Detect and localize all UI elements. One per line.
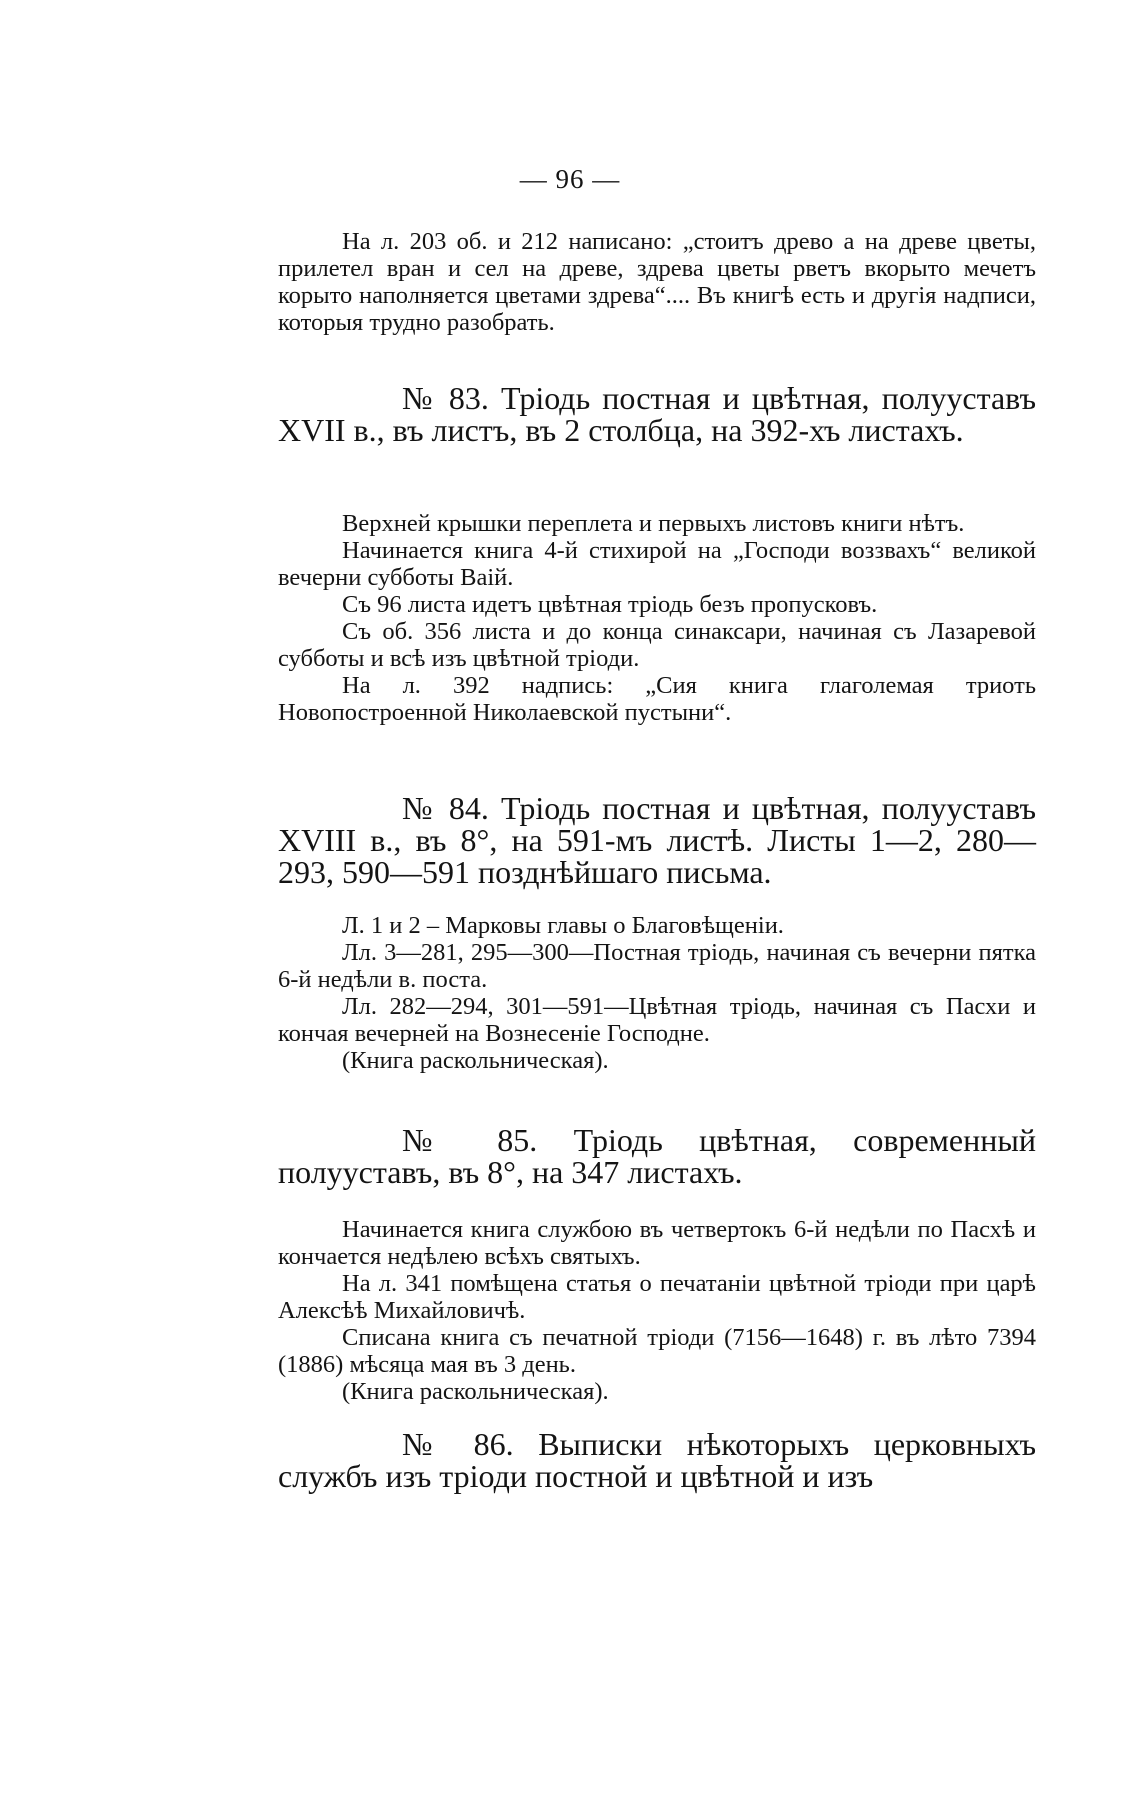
page-number: — 96 — <box>519 164 621 194</box>
entry-83-heading: № 83. Тріодь постная и цвѣтная, полууставъ XVII в., въ листъ, въ 2 столбца, на 392-хъ листахъ. <box>278 380 1036 448</box>
entry-85-paragraph-2: На л. 341 помѣщена статья о печатаніи цвѣтной тріоди при царѣ Алексѣѣ Михайловичѣ. <box>278 1270 1036 1324</box>
entry-83-body <box>278 510 1036 726</box>
entry-83-paragraph-2: Начинается книга 4-й стихирой на „Господи воззвахъ“ великой вечерни субботы Ваій. <box>278 537 1036 591</box>
entry-84 <box>278 792 1036 888</box>
intro-paragraph: На л. 203 об. и 212 написано: „стоитъ древо а на древе цветы, прилетел вран и сел на древе, здрева цветы рветъ вкорыто мечетъ корыто наполняется цветами здрева“.... Въ книгѣ есть и другія надписи, которыя трудно разобрать. <box>278 228 1036 336</box>
entry-83-paragraph-4: Съ об. 356 листа и до конца синаксари, начиная съ Лазаревой субботы и всѣ изъ цвѣтной тріоди. <box>278 618 1036 672</box>
entry-85-body <box>278 1216 1036 1405</box>
entry-85-paragraph-1: Начинается книга службою въ четвертокъ 6-й недѣли по Пасхѣ и кончается недѣлею всѣхъ святыхъ. <box>278 1216 1036 1270</box>
entry-85-heading: № 85. Тріодь цвѣтная, современный полууставъ, въ 8°, на 347 листахъ. <box>278 1122 1036 1190</box>
entry-84-paragraph-4: (Книга раскольническая). <box>342 1047 609 1074</box>
entry-83-paragraph-3: Съ 96 листа идетъ цвѣтная тріодь безъ пропусковъ. <box>342 591 878 618</box>
entry-84-paragraph-3: Лл. 282—294, 301—591—Цвѣтная тріодь, начиная съ Пасхи и кончая вечерней на Вознесеніе Господне. <box>278 993 1036 1047</box>
entry-85 <box>278 1124 1036 1188</box>
intro-section <box>278 228 1036 336</box>
entry-85-paragraph-3: Списана книга съ печатной тріоди (7156—1648) г. въ лѣто 7394 (1886) мѣсяца мая въ 3 день. <box>278 1324 1036 1378</box>
entry-83 <box>278 382 1036 446</box>
entry-86 <box>278 1428 1036 1492</box>
entry-83-paragraph-5: На л. 392 надпись: „Сия книга глаголемая триоть Новопостроенной Николаевской пустыни“. <box>278 672 1036 726</box>
entry-83-paragraph-1: Верхней крышки переплета и первыхъ листовъ книги нѣтъ. <box>342 510 965 537</box>
entry-84-body <box>278 912 1036 1074</box>
entry-84-paragraph-2: Лл. 3—281, 295—300—Постная тріодь, начиная съ вечерни пятка 6-й недѣли в. поста. <box>278 939 1036 993</box>
entry-84-heading: № 84. Тріодь постная и цвѣтная, полууставъ XVIII в., въ 8°, на 591-мъ листѣ. Листы 1—2, 280—293, 590—591 позднѣйшаго письма. <box>278 790 1036 890</box>
entry-86-heading: № 86. Выписки нѣкоторыхъ церковныхъ службъ изъ тріоди постной и цвѣтной и изъ <box>278 1426 1036 1494</box>
entry-84-paragraph-1: Л. 1 и 2 – Марковы главы о Благовѣщеніи. <box>342 912 784 939</box>
entry-85-paragraph-4: (Книга раскольническая). <box>342 1378 609 1405</box>
